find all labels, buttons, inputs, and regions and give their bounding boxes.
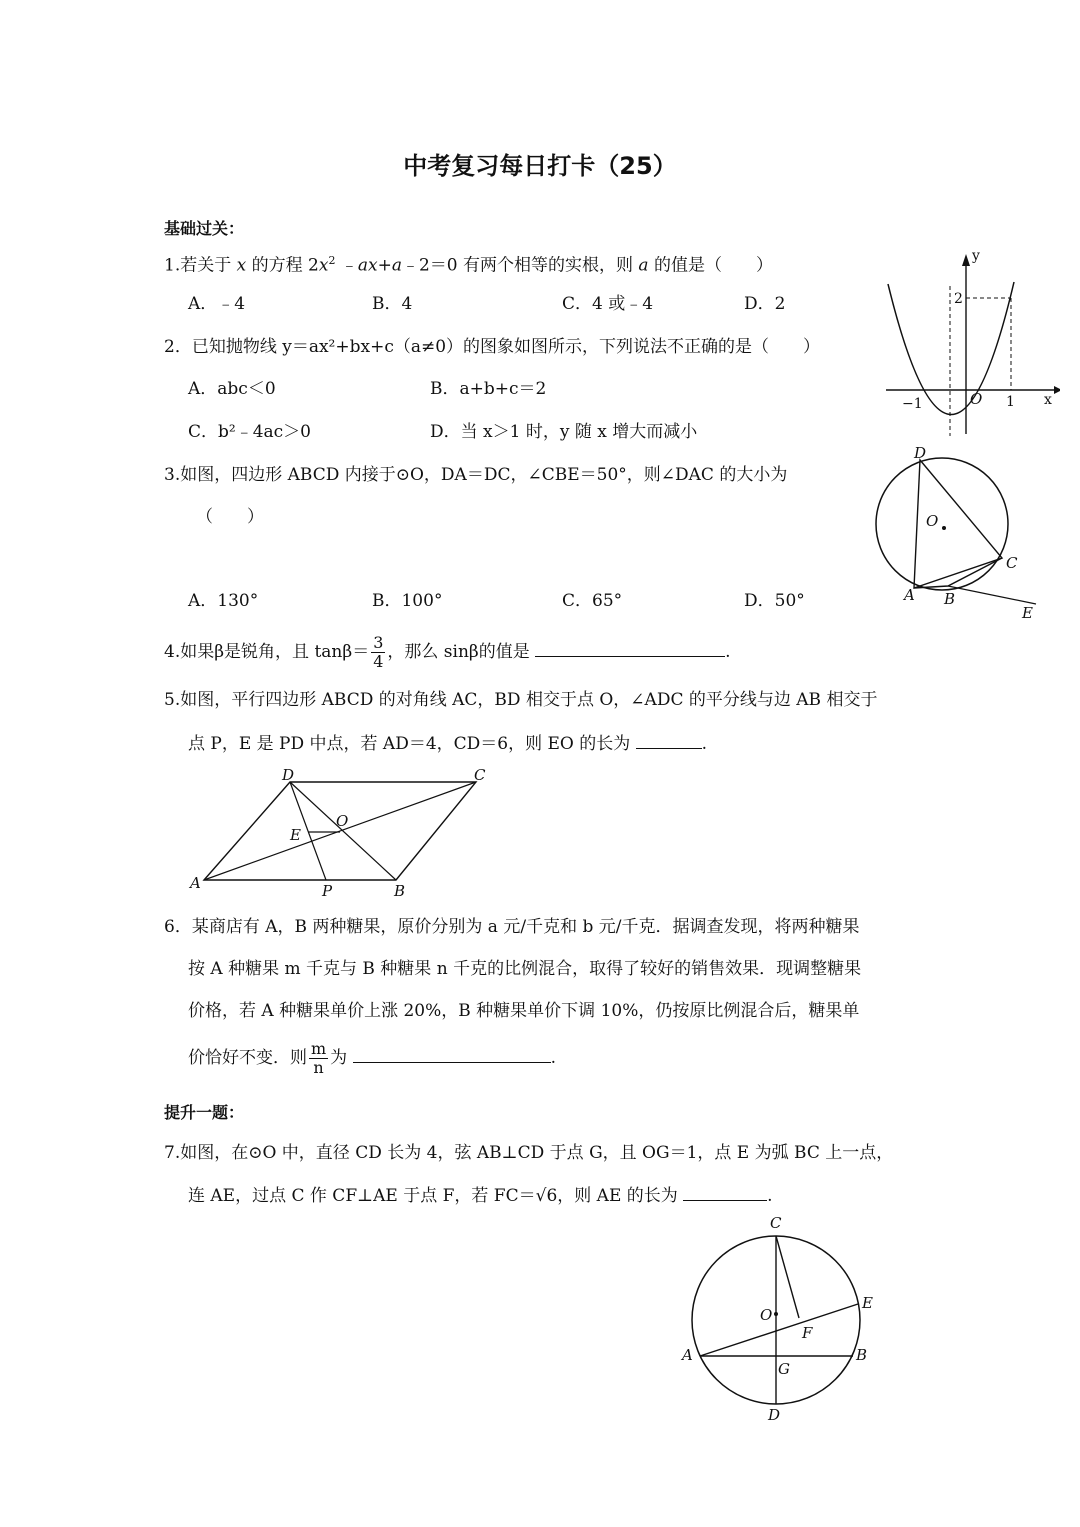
label-c: C	[474, 766, 486, 784]
q6-line-2: 按 A 种糖果 m 千克与 B 种糖果 n 千克的比例混合，取得了较好的销售效果．现调整糖果	[188, 959, 862, 979]
section-basic: 基础过关：	[164, 219, 245, 238]
label-e: E	[290, 826, 301, 844]
q7-answer-blank[interactable]	[683, 1184, 767, 1201]
label-o: O	[760, 1306, 773, 1324]
q2-option-c[interactable]: C．b²﹣4ac＞0	[188, 422, 311, 442]
label-f: F	[802, 1324, 813, 1342]
q3-answer-paren: （ ）	[196, 507, 264, 527]
label-c: C	[770, 1214, 782, 1232]
label-a: A	[904, 586, 915, 604]
label-minus-one: −1	[902, 396, 923, 412]
x-axis-arrow-icon	[1054, 386, 1060, 394]
circle-o	[876, 458, 1008, 590]
label-one: 1	[1006, 394, 1015, 410]
page-title: 中考复习每日打卡（25）	[403, 152, 677, 180]
q5-line-1: 5.如图，平行四边形 ABCD 的对角线 AC，BD 相交于点 O，∠ADC 的平分线与边 AB 相交于	[164, 690, 878, 710]
q1-option-d[interactable]: D．2	[744, 294, 786, 314]
q5-answer-blank[interactable]	[636, 732, 702, 749]
q1-option-c[interactable]: C．4 或﹣4	[562, 294, 654, 314]
q7-line-1: 7.如图，在⊙O 中，直径 CD 长为 4，弦 AB⊥CD 于点 G，且 OG＝1，点 E 为弧 BC 上一点，	[164, 1143, 894, 1163]
q2-option-b[interactable]: B．a+b+c＝2	[430, 379, 547, 399]
circle-figure-q3	[870, 446, 1070, 630]
diagonal-bd	[290, 782, 396, 880]
q1-stem: 1.若关于 x 的方程 $2x^2$ ﹣ax+a﹣2＝0 有两个相等的实根，则 a 的值是（ ）	[164, 254, 773, 276]
label-e: E	[862, 1294, 873, 1312]
label-d: D	[914, 446, 927, 462]
center-dot	[942, 526, 946, 530]
label-a: A	[682, 1346, 693, 1364]
section-advanced: 提升一题：	[164, 1103, 245, 1122]
fraction-3-4: $\frac{3}{4}$	[373, 633, 384, 671]
q6-line-1: 6．某商店有 A，B 两种糖果，原价分别为 a 元/千克和 b 元/千克．据调查发现，将两种糖果	[164, 917, 860, 937]
q3-option-d[interactable]: D．50°	[744, 591, 805, 611]
q1-option-b[interactable]: B．4	[372, 294, 413, 314]
q3-option-a[interactable]: A．130°	[188, 591, 259, 611]
label-g: G	[778, 1360, 790, 1378]
q3-stem: 3.如图，四边形 ABCD 内接于⊙O，DA＝DC，∠CBE＝50°，则∠DAC 的大小为	[164, 465, 788, 485]
label-b: B	[394, 882, 406, 900]
label-c: C	[1006, 554, 1018, 572]
q5-line-2: 点 P，E 是 PD 中点，若 AD＝4，CD＝6，则 EO 的长为 .	[188, 734, 708, 754]
y-axis-arrow-icon	[962, 254, 970, 266]
q6-line-3: 价格，若 A 种糖果单价上涨 20%，B 种糖果单价下调 10%，仍按原比例混合后，糖果单	[188, 1001, 860, 1021]
line-be	[948, 586, 1036, 604]
label-y: y	[972, 248, 980, 264]
label-a: A	[190, 874, 201, 892]
q7-line-2: 连 AE，过点 C 作 CF⊥AE 于点 F，若 FC＝√6，则 AE 的长为 .	[188, 1186, 773, 1206]
label-b: B	[856, 1346, 868, 1364]
label-x: x	[1044, 392, 1052, 408]
label-d: D	[282, 766, 295, 784]
circle-figure-q7	[670, 1208, 890, 1426]
label-p: P	[322, 882, 333, 900]
q4-stem: 4.如果β是锐角，且 tanβ＝ $\frac{3}{4}$ ，那么 sinβ的值是 .	[164, 633, 731, 671]
q2-stem: 2．已知抛物线 y＝ax²+bx+c（a≠0）的图象如图所示，下列说法不正确的是（ ）	[164, 337, 821, 357]
q3-option-b[interactable]: B．100°	[372, 591, 443, 611]
parabola-figure	[884, 246, 1060, 442]
q2-option-d[interactable]: D．当 x＞1 时，y 随 x 增大而减小	[430, 422, 698, 442]
q6-line-4: 价恰好不变．则 $\frac{m}{n}$ 为 .	[188, 1039, 556, 1077]
q6-answer-blank[interactable]	[353, 1046, 551, 1063]
parabola-curve	[888, 282, 1014, 415]
label-d: D	[768, 1406, 781, 1424]
q3-option-c[interactable]: C．65°	[562, 591, 623, 611]
chord-ae	[700, 1304, 858, 1356]
center-dot	[774, 1312, 778, 1316]
label-b: B	[944, 590, 956, 608]
label-o: O	[926, 512, 939, 530]
segment-cf	[776, 1236, 799, 1318]
parallelogram-figure	[184, 762, 494, 902]
label-e: E	[1022, 604, 1033, 622]
label-o: O	[336, 812, 349, 830]
fraction-m-n: $\frac{m}{n}$	[311, 1039, 327, 1077]
label-origin: O	[970, 390, 983, 408]
q1-option-a[interactable]: A．﹣4	[188, 294, 246, 314]
label-two: 2	[954, 291, 963, 307]
q4-answer-blank[interactable]	[535, 640, 725, 657]
q2-option-a[interactable]: A．abc＜0	[188, 379, 276, 399]
